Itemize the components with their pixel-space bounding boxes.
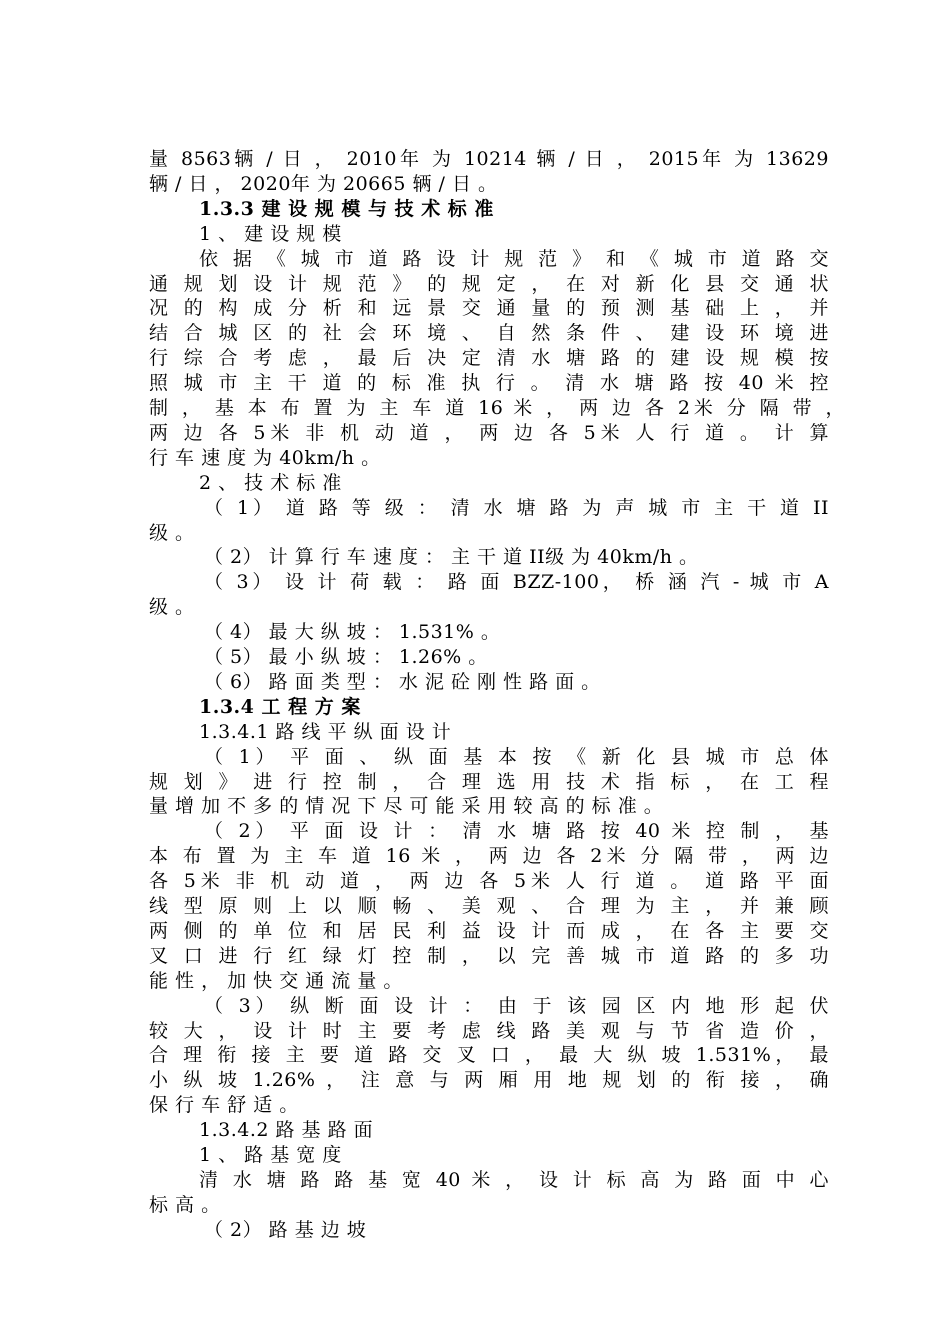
text-line: 1 、 建 设 规 模 [199,222,342,245]
text-line: 两 侧 的 单 位 和 居 民 利 益 设 计 而 成 ， 在 各 主 要 交 [149,919,829,942]
text-line: （ 5） 最 小 纵 坡 ： 1.26% 。 [204,646,488,668]
text-line: 1 、 路 基 宽 度 [199,1144,342,1166]
text-line: 量 增 加 不 多 的 情 况 下 尽 可 能 采 用 较 高 的 标 准 。 [149,795,664,818]
text-line: 合 理 衔 接 主 要 道 路 交 叉 口 ， 最 大 纵 坡 1.531%， 最 [149,1044,829,1067]
text-line: （ 2） 路 基 边 坡 [204,1218,367,1241]
text-line: 规 划 》 进 行 控 制 ， 合 理 选 用 技 术 指 标 ， 在 工 程 [149,770,829,793]
text-line: （ 2） 计 算 行 车 速 度 ： 主 干 道 II级 为 40km/h 。 [204,546,699,569]
text-line: 级 。 [149,521,195,544]
text-line: 1.3.4.2 路 基 路 面 [199,1119,374,1142]
text-line: 2 、 技 术 标 准 [199,471,342,494]
text-line: 清 水 塘 路 路 基 宽 40 米 ， 设 计 标 高 为 路 面 中 心 [199,1168,829,1191]
text-line: 能 性 ， 加 快 交 通 流 量 。 [149,969,403,992]
text-line: （ 6） 路 面 类 型 ： 水 泥 砼 刚 性 路 面 。 [204,670,601,693]
text-line: （ 4） 最 大 纵 坡 ： 1.531% 。 [204,621,501,644]
text-line: （ 3） 设 计 荷 载 ： 路 面 BZZ-100， 桥 涵 汽 - 城 市 A [204,571,829,594]
text-line: 量 8563辆 / 日 ， 2010年 为 10214 辆 / 日 ， 2015年 为 13629 [149,148,829,170]
text-line: 级 。 [149,596,195,619]
text-line: 依 据 《 城 市 道 路 设 计 规 范 》 和 《 城 市 道 路 交 [199,247,829,270]
text-line: 结 合 城 区 的 社 会 环 境 、 自 然 条 件 、 建 设 环 境 进 [149,322,829,345]
text-line: 行 车 速 度 为 40km/h 。 [149,446,381,469]
text-line: （ 2） 平 面 设 计 ： 清 水 塘 路 按 40 米 控 制 ， 基 [204,820,829,843]
text-line: 小 纵 坡 1.26% ， 注 意 与 两 厢 用 地 规 划 的 衔 接 ， 确 [149,1069,829,1092]
text-line: 行 综 合 考 虑 ， 最 后 决 定 清 水 塘 路 的 建 设 规 模 按 [149,347,829,370]
text-line: 1.3.4.1 路 线 平 纵 面 设 计 [199,720,452,743]
text-line: 叉 口 进 行 红 绿 灯 控 制 ， 以 完 善 城 市 道 路 的 多 功 [149,944,829,967]
text-line: 线 型 原 则 上 以 顺 畅 、 美 观 、 合 理 为 主 ， 并 兼 顾 [149,895,829,917]
text-line: （ 3） 纵 断 面 设 计 ： 由 于 该 园 区 内 地 形 起 伏 [204,994,829,1017]
section-heading: 1.3.3 建 设 规 模 与 技 术 标 准 [199,197,494,220]
text-line: 各 5米 非 机 动 道 ， 两 边 各 5米 人 行 道 。 道 路 平 面 [149,870,829,893]
section-heading: 1.3.4 工 程 方 案 [199,695,361,718]
text-line: 两 边 各 5米 非 机 动 道 ， 两 边 各 5米 人 行 道 。 计 算 [149,421,829,444]
text-line: 较 大 ， 设 计 时 主 要 考 虑 线 路 美 观 与 节 省 造 价 ， [149,1019,829,1042]
text-line: 照 城 市 主 干 道 的 标 准 执 行 。 清 水 塘 路 按 40 米 控 [149,372,829,395]
text-line: 况 的 构 成 分 析 和 远 景 交 通 量 的 预 测 基 础 上 ， 并 [149,297,829,320]
text-line: 制 ， 基 本 布 置 为 主 车 道 16 米 ， 两 边 各 2米 分 隔 带 ， [149,397,845,419]
text-line: 通 规 划 设 计 规 范 》 的 规 定 ， 在 对 新 化 县 交 通 状 [149,272,829,295]
text-line: 标 高 。 [149,1193,221,1216]
text-line: （ 1） 平 面 、 纵 面 基 本 按 《 新 化 县 城 市 总 体 [204,745,829,768]
text-line: 本 布 置 为 主 车 道 16 米 ， 两 边 各 2米 分 隔 带 ， 两 边 [149,845,829,868]
text-line: 辆 / 日 ， 2020年 为 20665 辆 / 日 。 [149,172,498,195]
text-line: 保 行 车 舒 适 。 [149,1094,299,1117]
text-line: （ 1） 道 路 等 级 ： 清 水 塘 路 为 声 城 市 主 干 道 II [204,496,829,519]
